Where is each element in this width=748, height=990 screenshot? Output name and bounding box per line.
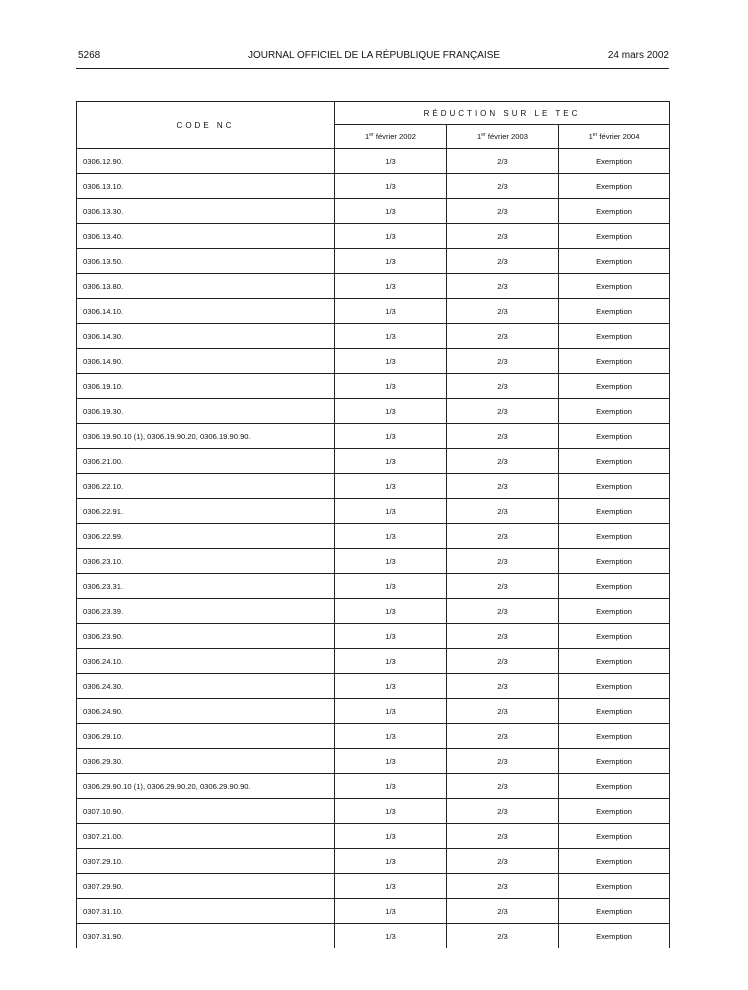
reduction-2003-cell: 2/3 bbox=[447, 774, 559, 799]
reduction-2004-cell: Exemption bbox=[559, 774, 670, 799]
code-nc-cell: 0306.22.10. bbox=[77, 474, 335, 499]
table-row bbox=[77, 899, 670, 924]
reduction-2004-cell: Exemption bbox=[559, 924, 670, 949]
reduction-2002-cell: 1/3 bbox=[335, 199, 447, 224]
reduction-2004-cell: Exemption bbox=[559, 324, 670, 349]
reduction-2003-cell: 2/3 bbox=[447, 174, 559, 199]
reduction-2002-cell: 1/3 bbox=[335, 299, 447, 324]
reduction-2003-cell: 2/3 bbox=[447, 249, 559, 274]
reduction-2004-cell: Exemption bbox=[559, 724, 670, 749]
reduction-2003-cell: 2/3 bbox=[447, 849, 559, 874]
table-row bbox=[77, 474, 670, 499]
reduction-2002-cell: 1/3 bbox=[335, 249, 447, 274]
code-nc-cell: 0306.29.30. bbox=[77, 749, 335, 774]
reduction-2003-cell: 2/3 bbox=[447, 674, 559, 699]
table-row bbox=[77, 424, 670, 449]
reduction-2003-cell: 2/3 bbox=[447, 924, 559, 949]
reduction-2003-cell: 2/3 bbox=[447, 399, 559, 424]
reduction-2002-cell: 1/3 bbox=[335, 774, 447, 799]
reduction-2003-cell: 2/3 bbox=[447, 474, 559, 499]
table-row bbox=[77, 274, 670, 299]
reduction-2002-cell: 1/3 bbox=[335, 274, 447, 299]
code-nc-cell: 0306.24.10. bbox=[77, 649, 335, 674]
reduction-2004-cell: Exemption bbox=[559, 749, 670, 774]
table-row bbox=[77, 699, 670, 724]
table-row bbox=[77, 824, 670, 849]
reduction-2002-cell: 1/3 bbox=[335, 224, 447, 249]
issue-date: 24 mars 2002 bbox=[607, 50, 669, 61]
reduction-2002-cell: 1/3 bbox=[335, 874, 447, 899]
reduction-2003-cell: 2/3 bbox=[447, 499, 559, 524]
reduction-2004-cell: Exemption bbox=[559, 399, 670, 424]
table-row bbox=[77, 799, 670, 824]
reduction-2003-cell: 2/3 bbox=[447, 524, 559, 549]
table-row bbox=[77, 249, 670, 274]
reduction-2004-cell: Exemption bbox=[559, 824, 670, 849]
reduction-2002-cell: 1/3 bbox=[335, 149, 447, 174]
code-nc-cell: 0307.31.90. bbox=[77, 924, 335, 949]
reduction-2003-cell: 2/3 bbox=[447, 599, 559, 624]
code-nc-cell: 0306.22.99. bbox=[77, 524, 335, 549]
reduction-2003-cell: 2/3 bbox=[447, 899, 559, 924]
code-nc-cell: 0306.14.90. bbox=[77, 349, 335, 374]
code-nc-cell: 0306.12.90. bbox=[77, 149, 335, 174]
code-nc-cell: 0307.10.90. bbox=[77, 799, 335, 824]
table-row bbox=[77, 199, 670, 224]
reduction-2003-cell: 2/3 bbox=[447, 549, 559, 574]
table-row bbox=[77, 649, 670, 674]
code-nc-cell: 0306.19.30. bbox=[77, 399, 335, 424]
reduction-2004-cell: Exemption bbox=[559, 574, 670, 599]
reduction-2002-cell: 1/3 bbox=[335, 424, 447, 449]
code-nc-cell: 0306.13.30. bbox=[77, 199, 335, 224]
code-nc-cell: 0306.23.10. bbox=[77, 549, 335, 574]
reduction-2003-cell: 2/3 bbox=[447, 824, 559, 849]
reduction-2004-cell: Exemption bbox=[559, 599, 670, 624]
table-row bbox=[77, 299, 670, 324]
code-nc-cell: 0306.23.31. bbox=[77, 574, 335, 599]
reduction-2002-cell: 1/3 bbox=[335, 374, 447, 399]
code-nc-cell: 0307.29.10. bbox=[77, 849, 335, 874]
reduction-2004-cell: Exemption bbox=[559, 349, 670, 374]
code-nc-cell: 0306.29.90.10 (1), 0306.29.90.20, 0306.29.90.90. bbox=[77, 774, 335, 799]
reduction-2004-cell: Exemption bbox=[559, 699, 670, 724]
table-row bbox=[77, 224, 670, 249]
reduction-2003-cell: 2/3 bbox=[447, 274, 559, 299]
reduction-2002-cell: 1/3 bbox=[335, 324, 447, 349]
code-nc-cell: 0306.24.30. bbox=[77, 674, 335, 699]
code-nc-cell: 0306.22.91. bbox=[77, 499, 335, 524]
reduction-2002-cell: 1/3 bbox=[335, 799, 447, 824]
reduction-2002-cell: 1/3 bbox=[335, 849, 447, 874]
reduction-2004-cell: Exemption bbox=[559, 249, 670, 274]
reduction-2003-cell: 2/3 bbox=[447, 874, 559, 899]
reduction-2003-cell: 2/3 bbox=[447, 699, 559, 724]
code-nc-cell: 0306.29.10. bbox=[77, 724, 335, 749]
reduction-2002-cell: 1/3 bbox=[335, 349, 447, 374]
table-row bbox=[77, 374, 670, 399]
reduction-2002-cell: 1/3 bbox=[335, 749, 447, 774]
reduction-2004-cell: Exemption bbox=[559, 149, 670, 174]
table-row bbox=[77, 599, 670, 624]
reduction-2002-cell: 1/3 bbox=[335, 899, 447, 924]
code-nc-cell: 0306.23.90. bbox=[77, 624, 335, 649]
reduction-2002-cell: 1/3 bbox=[335, 499, 447, 524]
table-row bbox=[77, 849, 670, 874]
reduction-2002-cell: 1/3 bbox=[335, 524, 447, 549]
table-row bbox=[77, 574, 670, 599]
reduction-2004-cell: Exemption bbox=[559, 674, 670, 699]
reduction-2003-cell: 2/3 bbox=[447, 374, 559, 399]
reduction-2003-cell: 2/3 bbox=[447, 199, 559, 224]
code-nc-cell: 0306.23.39. bbox=[77, 599, 335, 624]
reduction-2004-cell: Exemption bbox=[559, 424, 670, 449]
reduction-2004-cell: Exemption bbox=[559, 499, 670, 524]
reduction-2002-cell: 1/3 bbox=[335, 574, 447, 599]
code-nc-header: CODE NC bbox=[77, 102, 335, 149]
table-row bbox=[77, 324, 670, 349]
table-row bbox=[77, 624, 670, 649]
reduction-2002-cell: 1/3 bbox=[335, 599, 447, 624]
table-row bbox=[77, 499, 670, 524]
reduction-2004-cell: Exemption bbox=[559, 274, 670, 299]
reduction-2003-cell: 2/3 bbox=[447, 574, 559, 599]
reduction-2002-cell: 1/3 bbox=[335, 824, 447, 849]
reduction-2003-cell: 2/3 bbox=[447, 224, 559, 249]
tariff-table bbox=[76, 101, 670, 948]
table-row bbox=[77, 399, 670, 424]
header-rule bbox=[76, 68, 669, 69]
code-nc-cell: 0306.13.50. bbox=[77, 249, 335, 274]
reduction-2002-cell: 1/3 bbox=[335, 724, 447, 749]
date-column-header: 1er février 2004 bbox=[559, 125, 670, 149]
reduction-2004-cell: Exemption bbox=[559, 174, 670, 199]
reduction-2004-cell: Exemption bbox=[559, 449, 670, 474]
table-row bbox=[77, 874, 670, 899]
reduction-2003-cell: 2/3 bbox=[447, 324, 559, 349]
code-nc-cell: 0306.14.10. bbox=[77, 299, 335, 324]
reduction-2004-cell: Exemption bbox=[559, 874, 670, 899]
reduction-2003-cell: 2/3 bbox=[447, 424, 559, 449]
reduction-2002-cell: 1/3 bbox=[335, 399, 447, 424]
table-row bbox=[77, 924, 670, 949]
reduction-2003-cell: 2/3 bbox=[447, 649, 559, 674]
reduction-2004-cell: Exemption bbox=[559, 299, 670, 324]
code-nc-cell: 0306.19.10. bbox=[77, 374, 335, 399]
code-nc-cell: 0306.14.30. bbox=[77, 324, 335, 349]
reduction-2003-cell: 2/3 bbox=[447, 799, 559, 824]
reduction-header: RÉDUCTION SUR LE TEC bbox=[335, 102, 670, 125]
reduction-2002-cell: 1/3 bbox=[335, 924, 447, 949]
reduction-2003-cell: 2/3 bbox=[447, 624, 559, 649]
table-row bbox=[77, 349, 670, 374]
table-row bbox=[77, 149, 670, 174]
reduction-2003-cell: 2/3 bbox=[447, 299, 559, 324]
reduction-2004-cell: Exemption bbox=[559, 474, 670, 499]
code-nc-cell: 0306.19.90.10 (1), 0306.19.90.20, 0306.19.90.90. bbox=[77, 424, 335, 449]
table-row bbox=[77, 549, 670, 574]
reduction-2004-cell: Exemption bbox=[559, 224, 670, 249]
reduction-2004-cell: Exemption bbox=[559, 799, 670, 824]
table-row bbox=[77, 749, 670, 774]
page-number: 5268 bbox=[78, 50, 101, 61]
table-row bbox=[77, 524, 670, 549]
reduction-2004-cell: Exemption bbox=[559, 524, 670, 549]
journal-title: JOURNAL OFFICIEL DE LA RÉPUBLIQUE FRANÇAISE bbox=[247, 50, 501, 61]
reduction-2002-cell: 1/3 bbox=[335, 624, 447, 649]
date-column-header: 1er février 2002 bbox=[335, 125, 447, 149]
reduction-2004-cell: Exemption bbox=[559, 374, 670, 399]
reduction-2003-cell: 2/3 bbox=[447, 449, 559, 474]
reduction-2003-cell: 2/3 bbox=[447, 749, 559, 774]
reduction-2002-cell: 1/3 bbox=[335, 449, 447, 474]
reduction-2002-cell: 1/3 bbox=[335, 174, 447, 199]
reduction-2004-cell: Exemption bbox=[559, 624, 670, 649]
code-nc-cell: 0307.31.10. bbox=[77, 899, 335, 924]
date-column-header: 1er février 2003 bbox=[447, 125, 559, 149]
reduction-2003-cell: 2/3 bbox=[447, 349, 559, 374]
code-nc-cell: 0307.21.00. bbox=[77, 824, 335, 849]
table-row bbox=[77, 449, 670, 474]
reduction-2004-cell: Exemption bbox=[559, 649, 670, 674]
reduction-2004-cell: Exemption bbox=[559, 899, 670, 924]
reduction-2004-cell: Exemption bbox=[559, 199, 670, 224]
reduction-2002-cell: 1/3 bbox=[335, 649, 447, 674]
reduction-2002-cell: 1/3 bbox=[335, 549, 447, 574]
table-row bbox=[77, 174, 670, 199]
reduction-2002-cell: 1/3 bbox=[335, 474, 447, 499]
code-nc-cell: 0307.29.90. bbox=[77, 874, 335, 899]
reduction-2002-cell: 1/3 bbox=[335, 674, 447, 699]
reduction-2004-cell: Exemption bbox=[559, 849, 670, 874]
reduction-2003-cell: 2/3 bbox=[447, 149, 559, 174]
reduction-2002-cell: 1/3 bbox=[335, 699, 447, 724]
code-nc-cell: 0306.21.00. bbox=[77, 449, 335, 474]
table-row bbox=[77, 674, 670, 699]
reduction-2004-cell: Exemption bbox=[559, 549, 670, 574]
code-nc-cell: 0306.24.90. bbox=[77, 699, 335, 724]
table-row bbox=[77, 774, 670, 799]
reduction-2003-cell: 2/3 bbox=[447, 724, 559, 749]
code-nc-cell: 0306.13.40. bbox=[77, 224, 335, 249]
code-nc-cell: 0306.13.80. bbox=[77, 274, 335, 299]
table-row bbox=[77, 724, 670, 749]
code-nc-cell: 0306.13.10. bbox=[77, 174, 335, 199]
